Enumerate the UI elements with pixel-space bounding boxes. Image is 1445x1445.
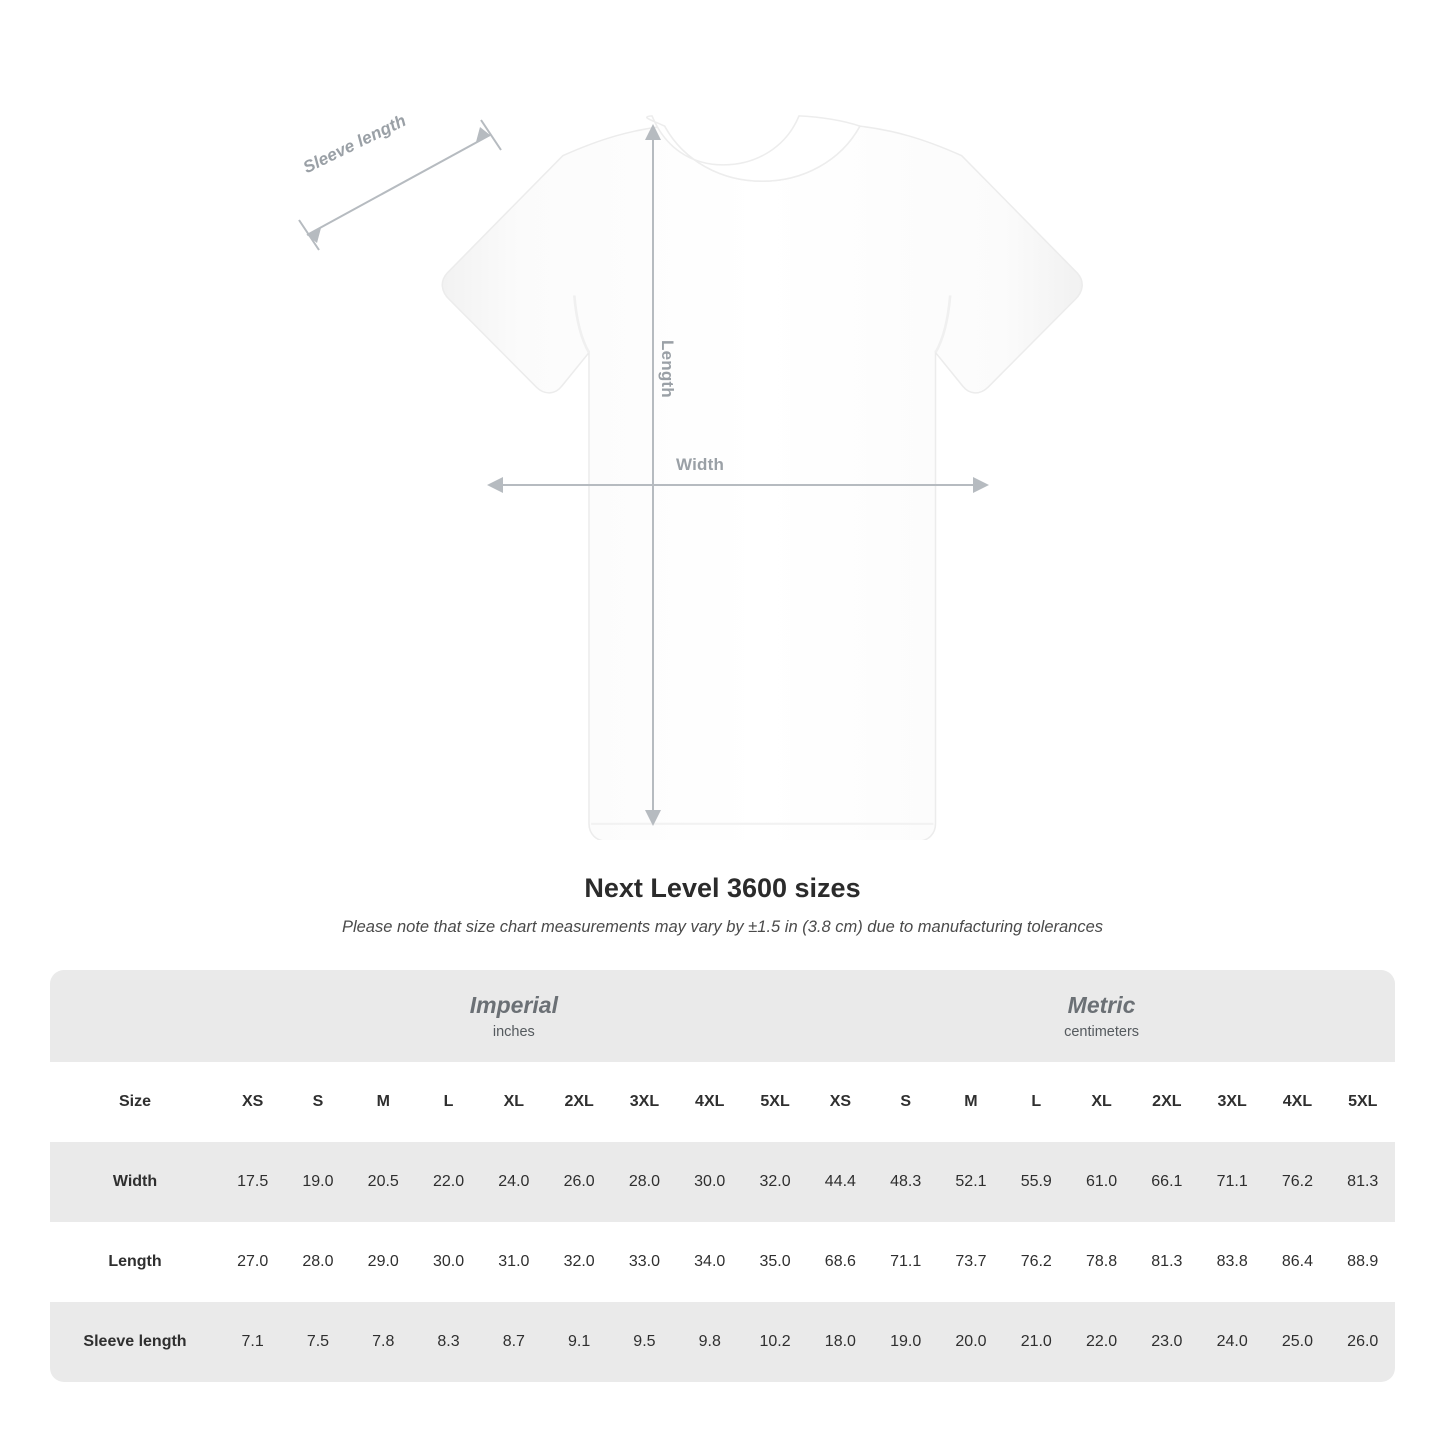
sleeve-m-cm: 20.0 [938, 1302, 1003, 1382]
sleeve-3xl-in: 9.5 [612, 1302, 677, 1382]
width-l-in: 22.0 [416, 1142, 481, 1222]
length-s-cm: 71.1 [873, 1222, 938, 1302]
sleeve-4xl-in: 9.8 [677, 1302, 742, 1382]
width-4xl-cm: 76.2 [1265, 1142, 1330, 1222]
length-xs-cm: 68.6 [808, 1222, 873, 1302]
size-col-4xl-metric: 4XL [1265, 1062, 1330, 1142]
width-2xl-cm: 66.1 [1134, 1142, 1199, 1222]
length-m-in: 29.0 [351, 1222, 416, 1302]
size-row-label: Size [50, 1062, 220, 1142]
sleeve-s-in: 7.5 [285, 1302, 350, 1382]
size-table-wrap [50, 970, 1395, 1382]
size-col-3xl-imperial: 3XL [612, 1062, 677, 1142]
length-m-cm: 73.7 [938, 1222, 1003, 1302]
length-xs-in: 27.0 [220, 1222, 285, 1302]
sleeve-4xl-cm: 25.0 [1265, 1302, 1330, 1382]
page-title: Next Level 3600 sizes [584, 873, 861, 903]
table-row-sizes [50, 1062, 1395, 1142]
table-group-header-row [50, 970, 1395, 1062]
size-col-s-imperial: S [285, 1062, 350, 1142]
sleeve-m-in: 7.8 [351, 1302, 416, 1382]
width-xl-cm: 61.0 [1069, 1142, 1134, 1222]
length-3xl-cm: 83.8 [1200, 1222, 1265, 1302]
title-block [0, 873, 1445, 937]
sleeve-xl-in: 8.7 [481, 1302, 546, 1382]
width-m-cm: 52.1 [938, 1142, 1003, 1222]
width-xs-cm: 44.4 [808, 1142, 873, 1222]
tshirt-svg [295, 110, 1155, 840]
sleeve-length-label: Sleeve length [300, 110, 410, 178]
group-title-metric: Metric [1067, 992, 1136, 1019]
size-col-3xl-metric: 3XL [1200, 1062, 1265, 1142]
length-2xl-in: 32.0 [546, 1222, 611, 1302]
length-label: Length [658, 340, 677, 398]
sleeve-s-cm: 19.0 [873, 1302, 938, 1382]
length-xl-in: 31.0 [481, 1222, 546, 1302]
width-xs-in: 17.5 [220, 1142, 285, 1222]
sleeve-l-cm: 21.0 [1004, 1302, 1069, 1382]
group-unit-imperial: inches [492, 1023, 535, 1040]
width-5xl-cm: 81.3 [1330, 1142, 1395, 1222]
sleeve-l-in: 8.3 [416, 1302, 481, 1382]
length-3xl-in: 33.0 [612, 1222, 677, 1302]
sleeve-5xl-in: 10.2 [742, 1302, 807, 1382]
width-m-in: 20.5 [351, 1142, 416, 1222]
group-unit-metric: centimeters [1064, 1023, 1140, 1040]
size-col-2xl-imperial: 2XL [546, 1062, 611, 1142]
length-4xl-in: 34.0 [677, 1222, 742, 1302]
size-col-2xl-metric: 2XL [1134, 1062, 1199, 1142]
width-s-cm: 48.3 [873, 1142, 938, 1222]
tolerance-note: Please note that size chart measurements may vary by ±1.5 in (3.8 cm) due to manufacturing tolerances [341, 918, 1104, 936]
group-header-spacer [50, 970, 220, 1062]
sleeve-2xl-cm: 23.0 [1134, 1302, 1199, 1382]
width-5xl-in: 32.0 [742, 1142, 807, 1222]
width-label: Width [676, 455, 725, 474]
row-label-width: Width [50, 1142, 220, 1222]
table-row-width [50, 1142, 1395, 1222]
group-header-metric [808, 970, 1395, 1062]
size-col-xl-imperial: XL [481, 1062, 546, 1142]
sleeve-5xl-cm: 26.0 [1330, 1302, 1395, 1382]
table-row-length [50, 1222, 1395, 1302]
row-label-sleeve-length: Sleeve length [50, 1302, 220, 1382]
width-s-in: 19.0 [285, 1142, 350, 1222]
sleeve-xl-cm: 22.0 [1069, 1302, 1134, 1382]
size-col-xs-imperial: XS [220, 1062, 285, 1142]
sleeve-xs-cm: 18.0 [808, 1302, 873, 1382]
length-xl-cm: 78.8 [1069, 1222, 1134, 1302]
size-col-s-metric: S [873, 1062, 938, 1142]
width-3xl-cm: 71.1 [1200, 1142, 1265, 1222]
length-5xl-cm: 88.9 [1330, 1222, 1395, 1302]
length-l-cm: 76.2 [1004, 1222, 1069, 1302]
length-4xl-cm: 86.4 [1265, 1222, 1330, 1302]
length-5xl-in: 35.0 [742, 1222, 807, 1302]
size-col-l-imperial: L [416, 1062, 481, 1142]
sleeve-xs-in: 7.1 [220, 1302, 285, 1382]
width-4xl-in: 30.0 [677, 1142, 742, 1222]
sleeve-3xl-cm: 24.0 [1200, 1302, 1265, 1382]
group-title-imperial: Imperial [469, 992, 558, 1019]
row-label-length: Length [50, 1222, 220, 1302]
size-col-4xl-imperial: 4XL [677, 1062, 742, 1142]
tshirt-graphic [295, 110, 1155, 840]
size-col-xl-metric: XL [1069, 1062, 1134, 1142]
sleeve-2xl-in: 9.1 [546, 1302, 611, 1382]
length-2xl-cm: 81.3 [1134, 1222, 1199, 1302]
length-s-in: 28.0 [285, 1222, 350, 1302]
size-col-m-imperial: M [351, 1062, 416, 1142]
width-xl-in: 24.0 [481, 1142, 546, 1222]
width-3xl-in: 28.0 [612, 1142, 677, 1222]
group-header-imperial [220, 970, 808, 1062]
width-l-cm: 55.9 [1004, 1142, 1069, 1222]
size-col-5xl-metric: 5XL [1330, 1062, 1395, 1142]
size-col-m-metric: M [938, 1062, 1003, 1142]
size-col-5xl-imperial: 5XL [742, 1062, 807, 1142]
width-2xl-in: 26.0 [546, 1142, 611, 1222]
length-l-in: 30.0 [416, 1222, 481, 1302]
table-row-sleeve-length [50, 1302, 1395, 1382]
size-col-l-metric: L [1004, 1062, 1069, 1142]
size-col-xs-metric: XS [808, 1062, 873, 1142]
size-table [50, 970, 1395, 1382]
